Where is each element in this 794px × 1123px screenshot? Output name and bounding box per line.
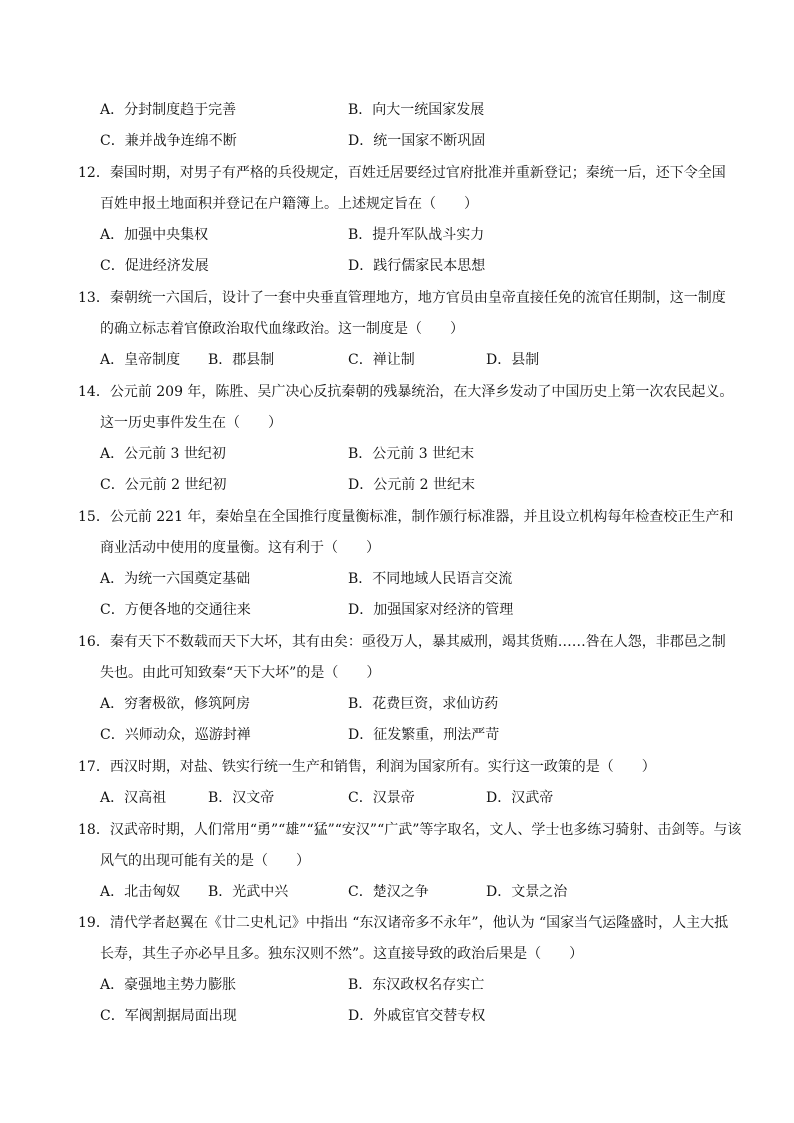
q16-option-a[interactable]: A．穷奢极欲，修筑阿房 <box>100 696 251 712</box>
q17-stem-line-1: 17．西汉时期，对盐、铁实行统一生产和销售，利润为国家所有。实行这一政策的是（ ） <box>78 759 656 775</box>
q16-stem-line-1: 16．秦有天下不数载而天下大坏，其有由矣：亟役万人，暴其威刑，竭其货贿……咎在人怨，非郡邑之制 <box>78 634 726 650</box>
q12-stem-line-1: 12．秦国时期，对男子有严格的兵役规定，百姓迁居要经过官府批准并重新登记；秦统一后，还下令全国 <box>78 165 726 181</box>
q14-option-b[interactable]: B．公元前 3 世纪末 <box>348 446 475 462</box>
q12-option-b[interactable]: B．提升军队战斗实力 <box>348 227 485 243</box>
q15-stem-line-1: 15．公元前 221 年，秦始皇在全国推行度量衡标准，制作颁行标准器，并且设立机构每年检查校正生产和 <box>78 509 734 525</box>
q18-option-c[interactable]: C．楚汉之争 <box>348 884 429 900</box>
q14-stem-line-2: 这一历史事件发生在（ ） <box>100 415 282 431</box>
q18-option-a[interactable]: A．北击匈奴 <box>100 884 181 900</box>
q12-option-a[interactable]: A．加强中央集权 <box>100 227 209 243</box>
q15-option-c[interactable]: C．方便各地的交通往来 <box>100 602 251 618</box>
q14-option-c[interactable]: C．公元前 2 世纪初 <box>100 477 227 493</box>
q13-stem-line-1: 13．秦朝统一六国后，设计了一套中央垂直管理地方，地方官员由皇帝直接任免的流官任期制，这一制度 <box>78 290 726 306</box>
q16-option-c[interactable]: C．兴师动众，巡游封禅 <box>100 727 251 743</box>
q19-stem-line-2: 长寿，其生子亦必早且多。独东汉则不然”。这直接导致的政治后果是（ ） <box>100 946 584 962</box>
q13-stem-line-2: 的确立标志着官僚政治取代血缘政治。这一制度是（ ） <box>100 321 464 337</box>
q13-option-c[interactable]: C．禅让制 <box>348 352 415 368</box>
q18-stem-line-1: 18．汉武帝时期，人们常用“勇”“雄”“猛”“安汉”“广武”等字取名，文人、学士也多练习骑射、击剑等。与该 <box>78 822 742 838</box>
q12-option-d[interactable]: D．践行儒家民本思想 <box>348 258 486 274</box>
q17-option-a[interactable]: A．汉高祖 <box>100 790 167 806</box>
q14-option-a[interactable]: A．公元前 3 世纪初 <box>100 446 226 462</box>
q16-option-d[interactable]: D．征发繁重，刑法严苛 <box>348 727 500 743</box>
q19-option-d[interactable]: D．外戚宦官交替专权 <box>348 1008 486 1024</box>
q15-stem-line-2: 商业活动中使用的度量衡。这有利于（ ） <box>100 540 380 556</box>
q15-option-b[interactable]: B．不同地域人民语言交流 <box>348 571 513 587</box>
q19-option-a[interactable]: A．豪强地主势力膨胀 <box>100 977 237 993</box>
q13-option-b[interactable]: B．郡县制 <box>208 352 275 368</box>
q13-option-a[interactable]: A．皇帝制度 <box>100 352 181 368</box>
q15-option-d[interactable]: D．加强国家对经济的管理 <box>348 602 514 618</box>
q11-option-b[interactable]: B．向大一统国家发展 <box>348 102 485 118</box>
q14-stem-line-1: 14．公元前 209 年，陈胜、吴广决心反抗秦朝的残暴统治，在大泽乡发动了中国历史上第一次农民起义。 <box>78 384 734 400</box>
q19-option-c[interactable]: C．军阀割据局面出现 <box>100 1008 237 1024</box>
q12-option-c[interactable]: C．促进经济发展 <box>100 258 209 274</box>
q17-option-d[interactable]: D．汉武帝 <box>486 790 554 806</box>
q17-option-c[interactable]: C．汉景帝 <box>348 790 415 806</box>
q18-option-d[interactable]: D．文景之治 <box>486 884 568 900</box>
q12-stem-line-2: 百姓申报土地面积并登记在户籍簿上。上述规定旨在（ ） <box>100 196 478 212</box>
q16-stem-line-2: 失也。由此可知致秦“天下大坏”的是（ ） <box>100 665 381 681</box>
q14-option-d[interactable]: D．公元前 2 世纪末 <box>348 477 476 493</box>
q16-option-b[interactable]: B．花费巨资，求仙访药 <box>348 696 499 712</box>
q18-stem-line-2: 风气的出现可能有关的是（ ） <box>100 853 310 869</box>
q18-option-b[interactable]: B．光武中兴 <box>208 884 289 900</box>
q11-option-a[interactable]: A．分封制度趋于完善 <box>100 102 237 118</box>
q19-option-b[interactable]: B．东汉政权名存实亡 <box>348 977 485 993</box>
q17-option-b[interactable]: B．汉文帝 <box>208 790 275 806</box>
q13-option-d[interactable]: D．县制 <box>486 352 540 368</box>
q11-option-c[interactable]: C．兼并战争连绵不断 <box>100 133 237 149</box>
q15-option-a[interactable]: A．为统一六国奠定基础 <box>100 571 251 587</box>
q11-option-d[interactable]: D．统一国家不断巩固 <box>348 133 486 149</box>
q19-stem-line-1: 19．清代学者赵翼在《廿二史札记》中指出 “东汉诸帝多不永年”，他认为 “国家当气运隆盛时，人主大抵 <box>78 915 729 931</box>
